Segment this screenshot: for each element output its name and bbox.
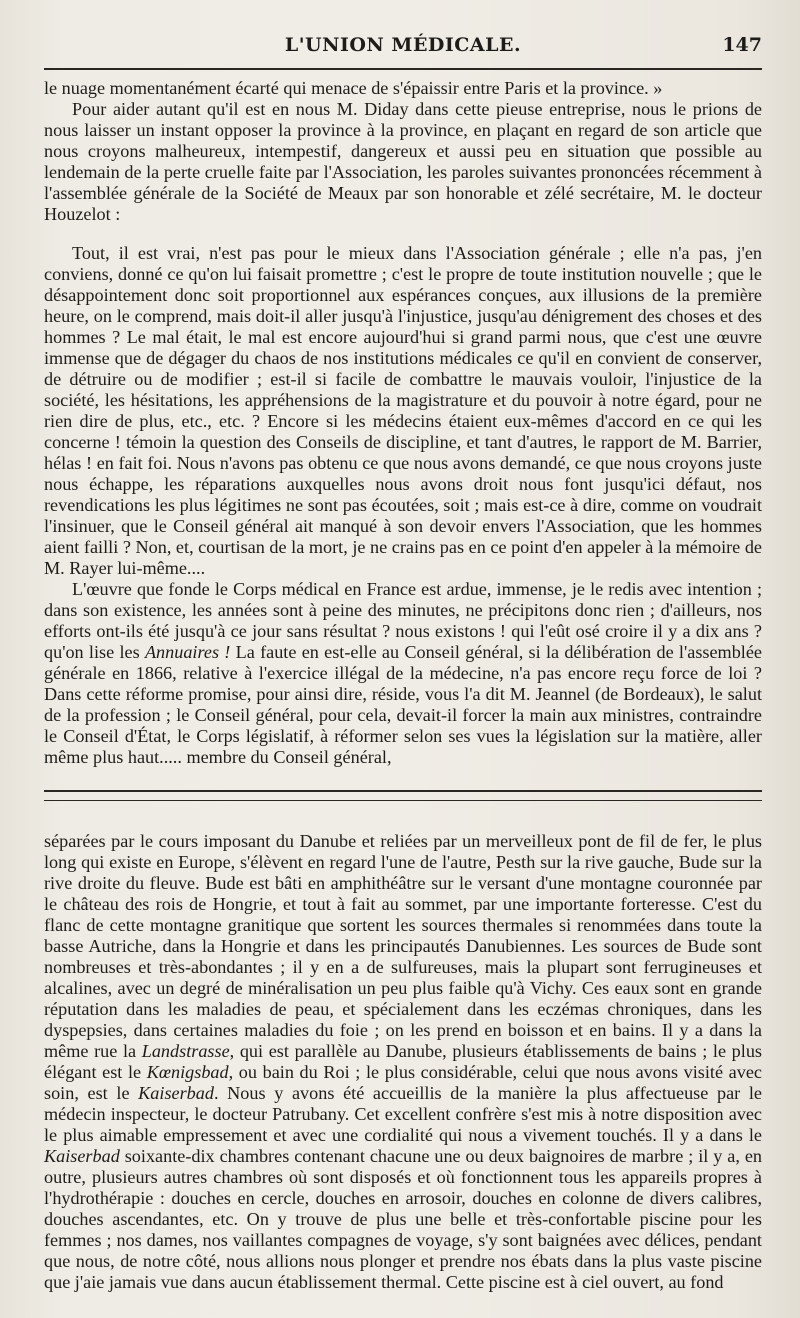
header-rule bbox=[44, 68, 762, 70]
paragraph-quote-end: le nuage momentanément écarté qui menace de s'épaissir entre Paris et la province. » bbox=[44, 78, 663, 98]
paragraph-quotation-continued bbox=[44, 579, 762, 768]
running-title: L'UNION MÉDICALE. bbox=[284, 34, 522, 56]
text-span: La faute en est-elle au Conseil général, si la délibération de l'assemblée générale en 1866, relative à l'exercice illégal de la médecine, n'a pas encore reçu force de loi ? Dans cette réforme promise, pour ainsi dire, réside, vous l'a dit M. Jeannel (de Bordeaux), le salut de la profession ; le Conseil général, pour cela, devait-il forcer la main aux ministres, contraindre le Conseil d'État, le Corps législatif, à réformer selon ses vues la législation sur la matière, aller même plus haut..... membre du Conseil général, bbox=[44, 642, 762, 767]
paragraph-quotation: Tout, il est vrai, n'est pas pour le mieux dans l'Association générale ; elle n'a pas, j'en conviens, donné ce qu'on lui faisait promettre ; c'est le propre de toute institution nouvelle ; que le désappointement donc soit proportionnel aux espérances conçues, aux illusions de la première heure, on le comprend, mais doit-il aller jusqu'à l'injustice, jusqu'au dénigrement des choses et des hommes ? Le mal était, le mal est encore aujourd'hui si grand parmi nous, que c'est une œuvre immense que de dégager du chaos de nos institutions médicales ce qu'il en convient de conserver, de détruire ou de modifier ; est-il si facile de combattre le mauvais vouloir, l'injustice de la société, les hésitations, les appréhensions de la magistrature et du pouvoir à notre égard, pour ne rien dire de plus, etc., etc. ? Encore si les médecins étaient eux-mêmes d'accord en ce qui les concerne ! témoin la question des Conseils de discipline, et tant d'autres, le rapport de M. Barrier, hélas ! en fait foi. Nous n'avons pas obtenu ce que nous avons demandé, ce que nous croyons juste nous échappe, les réparations auxquelles nous avons droit nous font jusqu'ici défaut, nos revendications les plus légitimes ne sont pas écoutées, soit ; mais est-ce à dire, comme on voudrait l'insinuer, que le Conseil général ait manqué à son devoir envers l'Association, que les hommes aient failli ? Non, et, courtisan de la mort, je ne crains pas en ce point d'en appeler à la mémoire de M. Rayer lui-même.... bbox=[44, 243, 762, 578]
paragraph-intro: Pour aider autant qu'il est en nous M. Diday dans cette pieuse entreprise, nous le prions de nous laisser un instant opposer la province à la province, en plaçant en regard de son article que nous croyons malheureux, intempestif, dangereux et aussi peu en situation que possible au lendemain de la perte cruelle faite par l'Association, les paroles suivantes prononcées récemment à l'assemblée générale de la Société de Meaux par son honorable et zélé secrétaire, M. le docteur Houzelot : bbox=[44, 99, 762, 224]
italic-title: Annuaires ! bbox=[144, 642, 231, 662]
italic-place-name: Kaiserbad bbox=[138, 1083, 214, 1103]
upper-article bbox=[44, 78, 762, 768]
text-span: . Nous y avons été accueillis de la manière la plus affectueuse par le médecin inspecteur, le docteur Patrubany. Cet excellent confrère s'est mis à notre disposition avec le plus aimable empressement et avec une cordialité qui nous a vivement touchés. Il y a dans le bbox=[44, 1083, 762, 1145]
page-number: 147 bbox=[722, 34, 762, 56]
italic-place-name: Landstrasse bbox=[141, 1041, 230, 1061]
italic-place-name: Kœnigsbad bbox=[146, 1062, 229, 1082]
feuilleton-separator bbox=[44, 790, 762, 801]
text-span: , qui est parallèle au Danube, plusieurs établissements de bains ; le plus élégant est le bbox=[44, 1041, 762, 1082]
text-span: , ou bain du Roi ; le plus considérable, celui que nous avons visité avec soin, est le bbox=[44, 1062, 762, 1103]
feuilleton-article bbox=[44, 831, 762, 1293]
text-span: soixante-dix chambres contenant chacune une ou deux baignoires de marbre ; il y a, en outre, plusieurs autres chambres où sont disposés et où fonctionnent tous les appareils propres à l'hydrothérapie : douches en cercle, douches en arrosoir, douches en colonne de divers calibres, douches ascendantes, etc. On y trouve de plus une belle et très-confortable piscine pour les femmes ; nos dames, nos vaillantes compagnes de voyage, s'y sont baignées avec délices, pendant que nous, de notre côté, nous allions nous plonger et prendre nos ébats dans la plus vaste piscine que j'aie jamais vue dans aucun établissement thermal. Cette piscine est à ciel ouvert, au fond bbox=[44, 1146, 762, 1292]
italic-place-name: Kaiserbad bbox=[44, 1146, 120, 1166]
paragraph-feuilleton bbox=[44, 831, 762, 1293]
page-header bbox=[44, 30, 762, 64]
text-span: L'œuvre que fonde le Corps médical en France est ardue, immense, je le redis avec intention ; dans son existence, les années sont à peine des minutes, ne précipitons donc rien ; d'ailleurs, nos efforts ont-ils été jusqu'à ce jour sans résultat ? nous existons ! qui l'eût osé croire il y a dix ans ? qu'on lise les bbox=[44, 579, 762, 662]
text-span: séparées par le cours imposant du Danube et reliées par un merveilleux pont de fil de fer, le plus long qui existe en Europe, s'élèvent en regard l'une de l'autre, Pesth sur la rive gauche, Bude sur la rive droite du fleuve. Bude est bâti en amphithéâtre sur le versant d'une montagne couronnée par le château des rois de Hongrie, et tout à fait au sommet, par une importante forteresse. C'est du flanc de cette montagne granitique que sortent les sources thermales si renommées dans toute la basse Autriche, dans la Hongrie et dans les principautés Danubiennes. Les sources de Bude sont nombreuses et très-abondantes ; il y en a de sulfureuses, mais la plupart sont ferrugineuses et alcalines, avec un degré de minéralisation un peu plus faible qu'à Vichy. Ces eaux sont en grande réputation dans les maladies de peau, et spécialement dans les eczémas chroniques, dans les dyspepsies, dans certaines maladies du foie ; on les prend en boisson et en bains. Il y a dans la même rue la bbox=[44, 831, 762, 1061]
